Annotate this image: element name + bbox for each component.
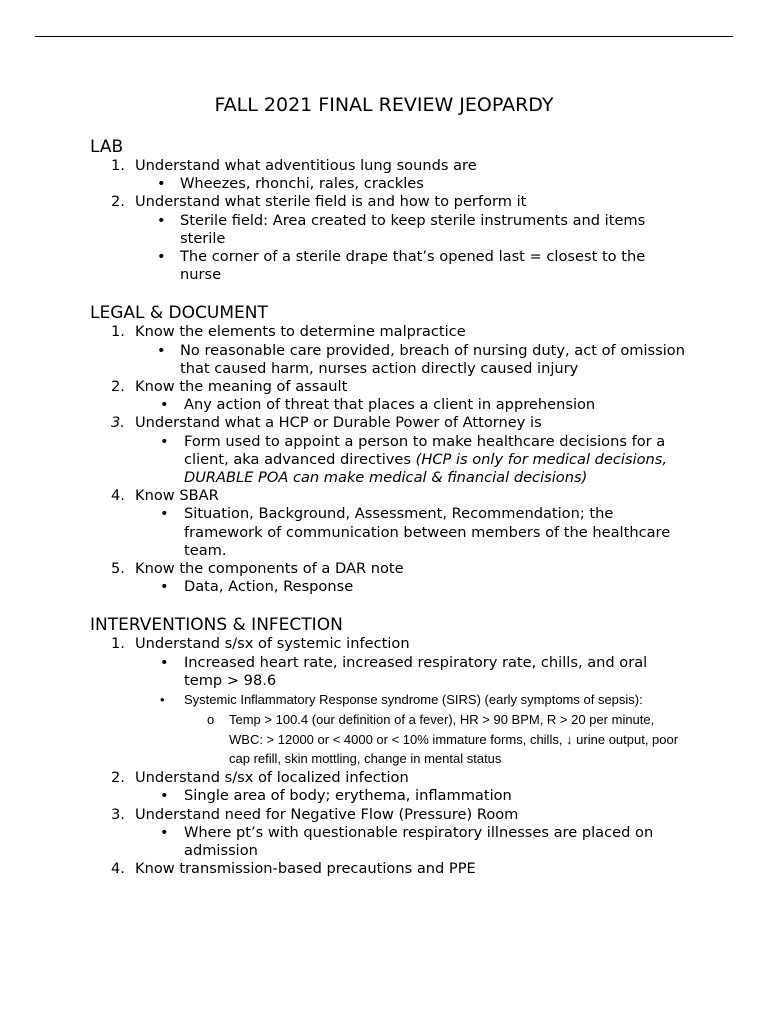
bullet-icon: • <box>157 175 166 193</box>
item-number: 4. <box>111 860 125 878</box>
bullet-item <box>90 248 690 284</box>
item-number: 5. <box>111 560 125 578</box>
bullet-text: Sterile field: Area created to keep sterile instruments and items sterile <box>180 211 646 247</box>
bullet-item <box>90 824 690 860</box>
bullet-text: Wheezes, rhonchi, rales, crackles <box>180 175 424 193</box>
bullet-item <box>90 787 690 805</box>
item-text: Understand s/sx of localized infection <box>135 769 409 787</box>
list-item <box>90 635 690 653</box>
item-text: Know the elements to determine malpractice <box>135 323 466 341</box>
item-text: Understand what a HCP or Durable Power of Attorney is <box>135 414 542 432</box>
item-number: 3. <box>111 805 125 823</box>
bullet-item <box>90 433 690 488</box>
section-heading-lab: LAB <box>90 137 124 157</box>
bullet-text: Any action of threat that places a client in apprehension <box>184 396 596 414</box>
section-heading-legal: LEGAL & DOCUMENT <box>90 303 268 324</box>
item-number: 2. <box>111 769 125 787</box>
list-item <box>90 323 690 341</box>
list-item <box>90 193 690 211</box>
item-text: Know SBAR <box>135 487 219 505</box>
item-number: 2. <box>111 193 125 211</box>
item-number: 2. <box>111 378 125 396</box>
bullet-icon: • <box>160 823 169 841</box>
bullet-text: Single area of body; erythema, inflammation <box>184 787 512 805</box>
bullet-text: Form used to appoint a person to make healthcare decisions for a client, aka advanced directives <box>184 432 666 468</box>
bullet-item <box>90 690 690 710</box>
item-text: Know transmission-based precautions and PPE <box>135 860 476 878</box>
bullet-item <box>90 654 690 690</box>
bullet-icon: • <box>157 248 166 266</box>
item-number: 1. <box>111 635 125 653</box>
item-text: Understand s/sx of systemic infection <box>135 635 410 653</box>
bullet-icon: • <box>157 341 166 359</box>
list-item <box>90 560 690 578</box>
bullet-item <box>90 505 690 560</box>
bullet-text: No reasonable care provided, breach of nursing duty, act of omission that caused harm, nurses action directly caused injury <box>180 341 685 377</box>
bullet-item <box>90 396 690 414</box>
list-item <box>90 487 690 505</box>
item-number: 1. <box>111 323 125 341</box>
bullet-icon: • <box>157 211 166 229</box>
item-text: Understand need for Negative Flow (Pressure) Room <box>135 805 519 823</box>
sub-bullet-text: Temp > 100.4 (our definition of a fever), HR > 90 BPM, R > 20 per minute, WBC: > 12000 or < 4000 or < 10% immature forms, chills, ↓ urine output, poor cap refill, skin mottling, change in mental status <box>229 711 679 767</box>
bullet-text: Where pt’s with questionable respiratory illnesses are placed on admission <box>184 823 654 860</box>
list-item <box>90 414 690 432</box>
bullet-item <box>90 175 690 193</box>
bullet-icon: • <box>160 396 169 414</box>
item-text: Know the components of a DAR note <box>135 560 404 578</box>
section-legal-document <box>90 303 690 596</box>
bullet-text: The corner of a sterile drape that’s opened last = closest to the nurse <box>180 248 646 284</box>
bullet-item <box>90 212 690 248</box>
document-body <box>90 137 690 897</box>
bullet-note: (HCP is only for medical decisions, DURABLE POA can make medical & financial decisions) <box>184 450 668 487</box>
bullet-item <box>90 342 690 378</box>
list-item <box>90 769 690 787</box>
section-lab <box>90 137 690 284</box>
bullet-icon: • <box>160 787 169 805</box>
bullet-text: Systemic Inflammatory Response syndrome (SIRS) (early symptoms of sepsis): <box>184 692 643 708</box>
section-interventions-infection <box>90 615 690 878</box>
bullet-icon: • <box>160 653 169 671</box>
bullet-icon: • <box>160 432 169 450</box>
bullet-item <box>90 578 690 596</box>
bullet-icon: • <box>160 505 169 523</box>
item-text: Know the meaning of assault <box>135 378 348 396</box>
bullet-text: Situation, Background, Assessment, Recommendation; the framework of communication between members of the healthcare team. <box>184 505 671 559</box>
list-item <box>90 157 690 175</box>
section-heading-interventions: INTERVENTIONS & INFECTION <box>90 615 343 636</box>
item-text: Understand what sterile field is and how to perform it <box>135 193 527 211</box>
item-number: 4. <box>111 487 125 505</box>
circle-bullet-icon: o <box>207 711 215 727</box>
bullet-text: Increased heart rate, increased respiratory rate, chills, and oral temp > 98.6 <box>184 653 648 689</box>
item-number: 1. <box>111 157 125 174</box>
bullet-icon: • <box>160 578 169 596</box>
sub-bullet-item <box>90 710 690 769</box>
item-number: 3. <box>111 414 125 432</box>
list-item <box>90 860 690 878</box>
document-title: FALL 2021 FINAL REVIEW JEOPARDY <box>214 94 554 116</box>
bullet-text: Data, Action, Response <box>184 578 354 596</box>
item-text: Understand what adventitious lung sounds are <box>135 157 477 174</box>
list-item <box>90 806 690 824</box>
header-rule <box>35 36 733 37</box>
bullet-icon: • <box>160 692 165 708</box>
list-item <box>90 378 690 396</box>
